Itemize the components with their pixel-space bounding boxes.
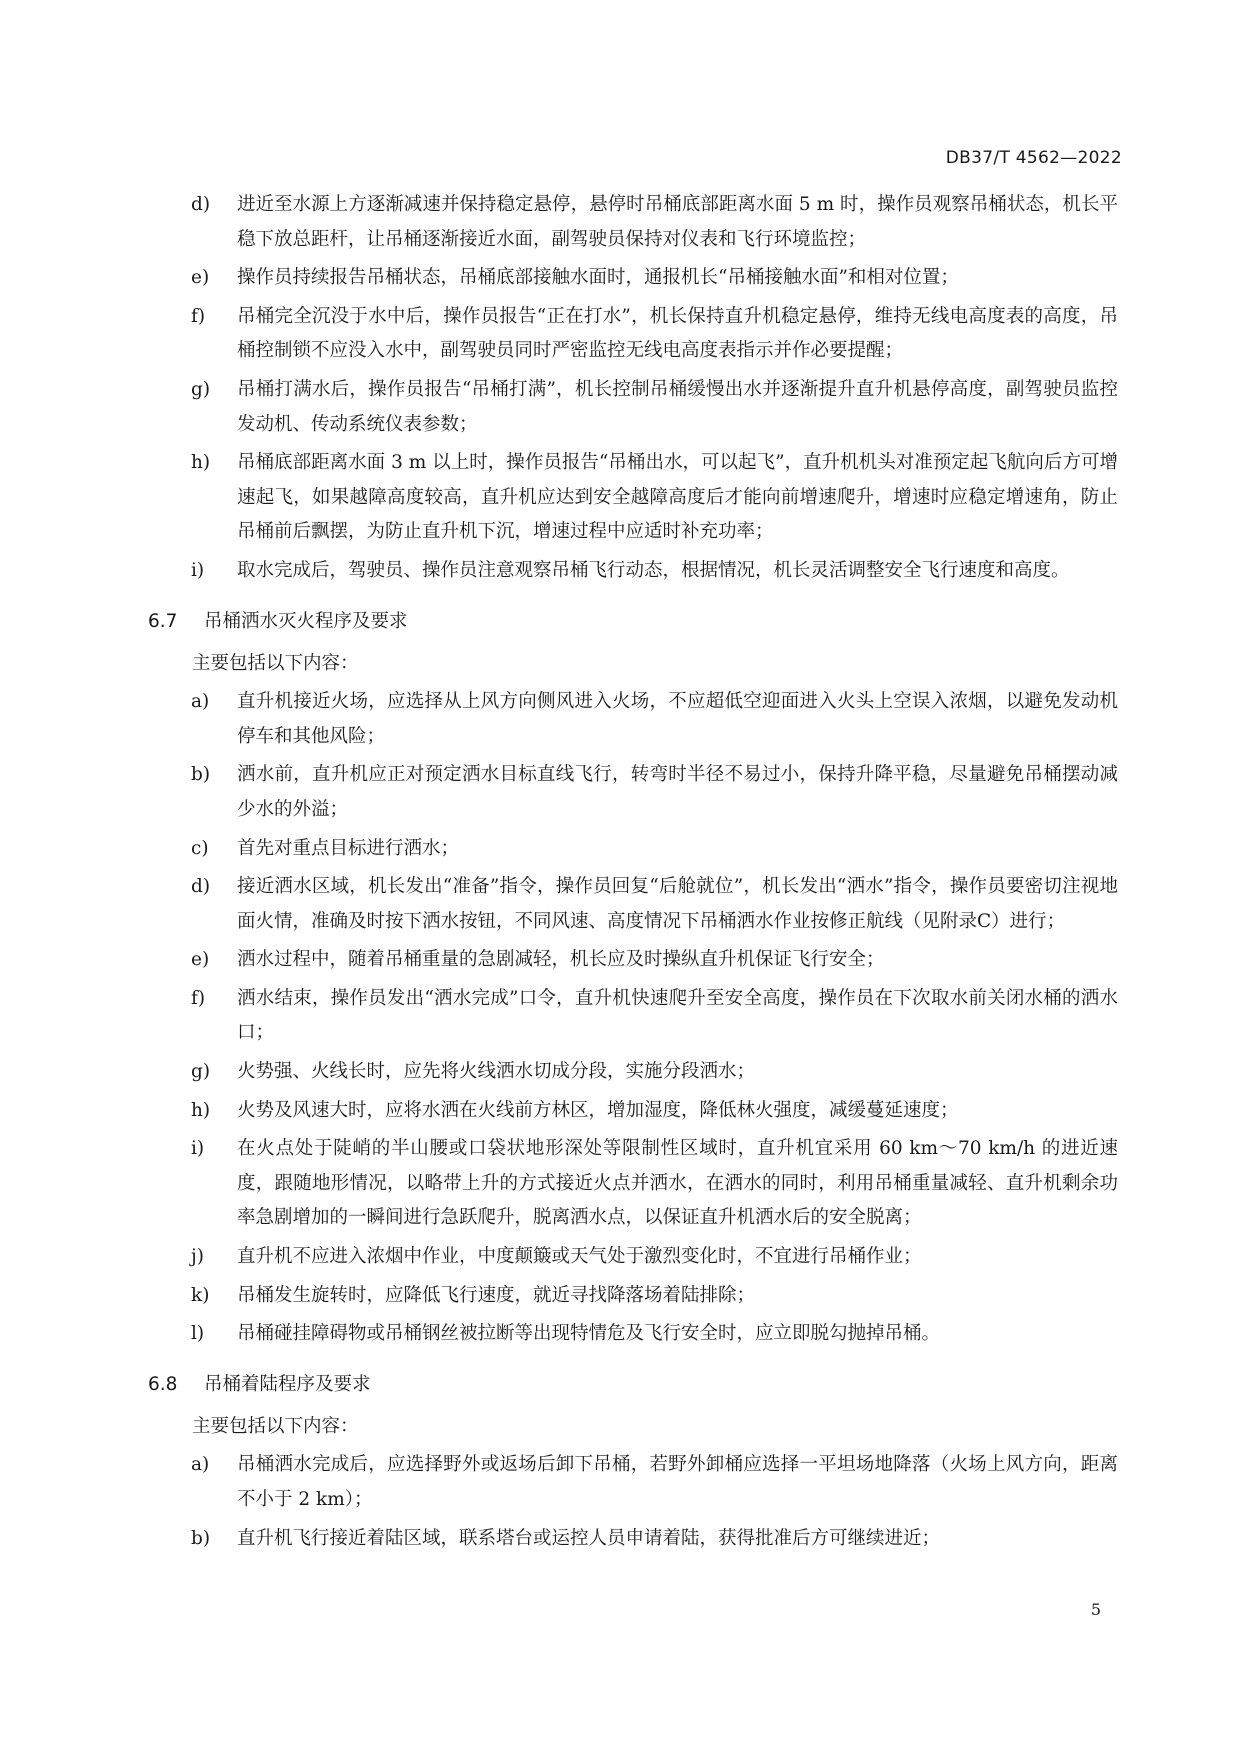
list-item xyxy=(148,982,1118,1051)
section-6-7-list xyxy=(148,685,1118,1352)
list-text: 操作员持续报告吊桶状态，吊桶底部接触水面时，通报机长“吊桶接触水面”和相对位置； xyxy=(237,267,959,289)
section-intro: 主要包括以下内容： xyxy=(192,1415,359,1437)
list-marker: f) xyxy=(191,305,206,327)
list-marker: a) xyxy=(191,1454,210,1476)
list-text: 洒水过程中，随着吊桶重量的急剧减轻，机长应及时操纵直升机保证飞行安全； xyxy=(237,949,885,971)
list-text: 吊桶碰挂障碍物或吊桶钢丝被拉断等出现特情危及飞行安全时，应立即脱勾抛掉吊桶。 xyxy=(237,1323,941,1345)
section-6-8-list xyxy=(148,1448,1118,1556)
list-text: 直升机飞行接近着陆区域，联系塔台或运控人员申请着陆，获得批准后方可继续进近； xyxy=(237,1527,941,1549)
list-item xyxy=(148,1055,1118,1090)
list-item xyxy=(148,300,1118,369)
list-text: 直升机接近火场，应选择从上风方向侧风进入火场，不应超低空迎面进入火头上空误入浓烟，以避免发动机停车和其他风险； xyxy=(237,691,1118,747)
list-text: 首先对重点目标进行洒水； xyxy=(237,837,460,859)
list-marker: h) xyxy=(191,1099,211,1121)
list-marker: e) xyxy=(191,949,210,971)
list-marker: i) xyxy=(191,559,205,581)
page-content xyxy=(148,188,1118,1560)
list-item xyxy=(148,758,1118,827)
list-item xyxy=(148,1317,1118,1352)
list-text: 进近至水源上方逐渐减速并保持稳定悬停，悬停时吊桶底部距离水面 5 m 时，操作员观察吊桶状态，机长平稳下放总距杆，让吊桶逐渐接近水面，副驾驶员保持对仪表和飞行环境监控； xyxy=(237,194,1118,250)
list-text: 吊桶打满水后，操作员报告“吊桶打满”，机长控制吊桶缓慢出水并逐渐提升直升机悬停高度，副驾驶员监控发动机、传动系统仪表参数； xyxy=(237,378,1118,435)
section-intro: 主要包括以下内容： xyxy=(192,652,359,674)
section-title: 吊桶洒水灭火程序及要求 xyxy=(204,610,408,632)
list-marker: c) xyxy=(191,837,209,859)
list-item xyxy=(148,446,1118,550)
list-marker: i) xyxy=(191,1138,205,1160)
list-item xyxy=(148,1279,1118,1314)
section-heading-6-7 xyxy=(148,607,1118,637)
list-item xyxy=(148,1522,1118,1557)
section-number: 6.7 xyxy=(148,610,178,632)
list-item xyxy=(148,832,1118,867)
list-item xyxy=(148,1094,1118,1129)
list-marker: l) xyxy=(191,1323,205,1345)
list-text: 接近洒水区域，机长发出“准备”指令，操作员回复“后舱就位”，机长发出“洒水”指令，操作员要密切注视地面火情，准确及时按下洒水按钮，不同风速、高度情况下吊桶洒水作业按修正航线（见附录C）进行； xyxy=(237,876,1118,932)
list-marker: a) xyxy=(191,691,210,713)
list-text: 火势强、火线长时，应先将火线洒水切成分段，实施分段洒水； xyxy=(237,1061,756,1083)
list-marker: g) xyxy=(191,1061,211,1083)
list-marker: b) xyxy=(191,764,211,786)
list-marker: f) xyxy=(191,987,206,1009)
section-title: 吊桶着陆程序及要求 xyxy=(204,1373,371,1395)
list-item xyxy=(148,685,1118,754)
list-text: 洒水前，直升机应正对预定洒水目标直线飞行，转弯时半径不易过小，保持升降平稳，尽量避免吊桶摆动减少水的外溢； xyxy=(237,764,1118,820)
list-text: 直升机不应进入浓烟中作业，中度颠簸或天气处于激烈变化时，不宜进行吊桶作业； xyxy=(237,1246,922,1268)
continued-list xyxy=(148,188,1118,589)
list-item xyxy=(148,1448,1118,1517)
list-item xyxy=(148,261,1118,296)
list-item xyxy=(148,188,1118,257)
list-item xyxy=(148,870,1118,939)
list-text: 火势及风速大时，应将水洒在火线前方林区，增加湿度，降低林火强度，减缓蔓延速度； xyxy=(237,1099,959,1121)
section-heading-6-8 xyxy=(148,1370,1118,1400)
page-number: 5 xyxy=(1090,1600,1101,1619)
list-text: 在火点处于陡峭的半山腰或口袋状地形深处等限制性区域时，直升机宜采用 60 km～70 km/h 的进近速度，跟随地形情况，以略带上升的方式接近火点并洒水，在洒水的同时，利用吊桶重量减轻、直升机剩余功率急剧增加的一瞬间进行急跃爬升，脱离洒水点，以保证直升机洒水后的安全脱离； xyxy=(237,1138,1118,1229)
list-marker: d) xyxy=(191,876,211,898)
list-item xyxy=(148,373,1118,442)
section-number: 6.8 xyxy=(148,1373,178,1395)
list-item xyxy=(148,1240,1118,1275)
list-text: 取水完成后，驾驶员、操作员注意观察吊桶飞行动态，根据情况，机长灵活调整安全飞行速度和高度。 xyxy=(237,559,1070,581)
list-marker: e) xyxy=(191,267,210,289)
list-marker: j) xyxy=(191,1246,204,1268)
list-marker: k) xyxy=(191,1284,210,1306)
list-text: 吊桶洒水完成后，应选择野外或返场后卸下吊桶，若野外卸桶应选择一平坦场地降落（火场上风方向，距离不小于 2 km）； xyxy=(237,1454,1118,1510)
list-marker: h) xyxy=(191,452,211,474)
list-item xyxy=(148,554,1118,589)
document-code: DB37/T 4562—2022 xyxy=(945,148,1122,168)
list-text: 洒水结束，操作员发出“洒水完成”口令，直升机快速爬升至安全高度，操作员在下次取水前关闭水桶的洒水口； xyxy=(237,987,1118,1044)
list-marker: g) xyxy=(191,378,211,400)
list-marker: b) xyxy=(191,1527,211,1549)
list-item xyxy=(148,943,1118,978)
list-item xyxy=(148,1132,1118,1236)
list-text: 吊桶底部距离水面 3 m 以上时，操作员报告“吊桶出水，可以起飞”，直升机机头对准预定起飞航向后方可增速起飞，如果越障高度较高，直升机应达到安全越障高度后才能向前增速爬升，增速时应稳定增速角，防止吊桶前后飘摆，为防止直升机下沉，增速过程中应适时补充功率； xyxy=(237,452,1118,543)
list-text: 吊桶完全沉没于水中后，操作员报告“正在打水”，机长保持直升机稳定悬停，维持无线电高度表的高度，吊桶控制锁不应没入水中，副驾驶员同时严密监控无线电高度表指示并作必要提醒； xyxy=(237,305,1118,362)
list-text: 吊桶发生旋转时，应降低飞行速度，就近寻找降落场着陆排除； xyxy=(237,1284,756,1306)
list-marker: d) xyxy=(191,194,211,215)
